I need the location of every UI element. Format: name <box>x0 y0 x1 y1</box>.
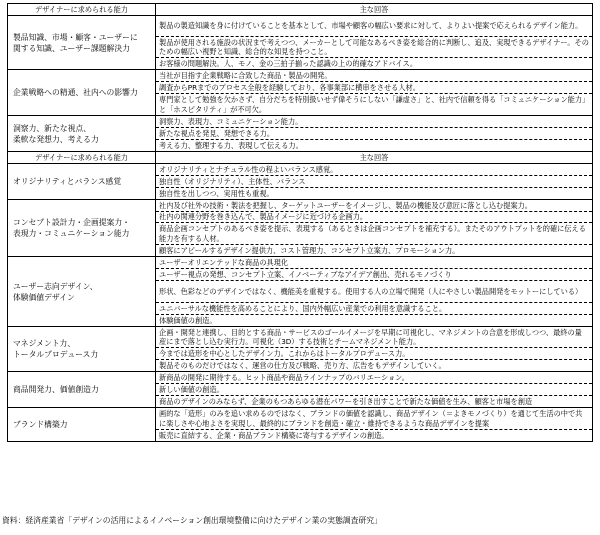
ability-category: 洞察力、新たな視点、 柔軟な発想力、考える力 <box>8 116 156 152</box>
table-row <box>8 16 593 37</box>
header-answers: 主な回答 <box>156 4 593 16</box>
ability-category: 商品開発力、価値創造力 <box>8 372 156 408</box>
ability-category: ユーザー志向デザイン、 体験価値デザイン <box>8 257 156 327</box>
ability-category: オリジナリティとバランス感覚 <box>8 164 156 200</box>
answer-item: 製品が使用される施設の状況まで考えつつ、メーカーとして可能なあるべき姿を総合的に判断し、追及、実現できるデザイナー。そのための幅広い視野と知識、総合的な知見を持つこと。 <box>156 37 593 58</box>
table-row <box>8 116 593 128</box>
answer-item: 新しい価値の創造。 <box>156 384 593 396</box>
answer-item: 専門家として勉強を欠かさず、自分だちを特別扱いせず偉そうにしない「謙虚さ」と、社内で信頼を得る「コミュニケーション能力」と「ホスピタリティ」が不可欠。 <box>156 94 593 116</box>
answer-item: ユーザーオリエンテッドな商品の具現化 <box>156 257 593 269</box>
answer-item: オリジナリティとナチュラル性の程よいバランス感覚。 <box>156 164 593 176</box>
answer-item: 社内の関連分野を巻き込んで、製品イメージに近づける企画力。 <box>156 212 593 223</box>
ability-category: 製品知識、市場・顧客・ユーザーに 関する知識、ユーザー課題解決力 <box>8 16 156 70</box>
answer-item: 企画・開発と連携し、目的とする商品・サービスのゴールイメージを早期に可視化し、マネジメントの合意を形成しつつ、最終の量産にまで落とし込む実行力。可視化（3D）する技術とチームマネジメント能力。 <box>156 327 593 348</box>
source-note: 資料：経済産業省「デザインの活用によるイノベーション創出環境整備に向けたデザイン業の実態調査研究」 <box>2 516 382 525</box>
designer-ability-table <box>7 3 593 442</box>
answer-item: 顧客にアピールするデザイン提供力、コスト管理力、コンセプト立案力、プロモーション力。 <box>156 245 593 257</box>
answer-item: 独自性（オリジナリティ）、主体性、バランス <box>156 176 593 188</box>
table-row <box>8 200 593 212</box>
answer-item: 調査からPRまでのプロセス全般を経験しており、各事業部に横串をさせる人材。 <box>156 82 593 94</box>
answer-item: 当社が目指す企業戦略に合致した商品・製品の開発。 <box>156 70 593 82</box>
table-row <box>8 327 593 348</box>
table-row <box>8 408 593 430</box>
answer-item: 新商品の開発に期待する。ヒット商品や商品ラインナップのバリエーション。 <box>156 372 593 384</box>
header-ability: デザイナーに求められる能力 <box>8 152 156 164</box>
header-ability: デザイナーに求められる能力 <box>8 4 156 16</box>
table-row <box>8 372 593 384</box>
answer-item: 新たな視点を発見、発想できる力。 <box>156 128 593 140</box>
answer-item: 形状、色彩などのデザインではなく、機能美を重視する。使用する人の立場で開発（人にやさしい製品開発をモットーにしている） <box>156 281 593 303</box>
table-header-row <box>8 4 593 16</box>
answer-item: 体験価値の創造。 <box>156 315 593 327</box>
answer-item: 画的な「造形」のみを追い求めるのではなく、ブランドの価値を認識し、商品デザイン（＝よきモノづくり）を通じて生活の中で共に楽しさや心地よさを実現し、最終的にブランドを創造・確立・維持できるような商品デザインを提案 <box>156 408 593 430</box>
answer-item: 考える力、整理する力、表現して伝える力。 <box>156 140 593 152</box>
answer-item: 洞察力、表現力、コミュニケーション能力。 <box>156 116 593 128</box>
answer-item: 製品そのものだけではなく、運営の仕方及び戦略、売り方、広告をもデザインしていく。 <box>156 360 593 372</box>
answer-item: ユーザー視点の発想、コンセプト立案、イノベーティブなアイデア創出、売れるモノづくり <box>156 269 593 281</box>
ability-category: ブランド構築力 <box>8 408 156 442</box>
ability-category: マネジメント力、 トータルプロデュース力 <box>8 327 156 372</box>
answer-item: 販売に直結する、企業・商品ブランド構築に寄与するデザインの創造。 <box>156 430 593 442</box>
ability-category: 企業戦略への精通、社内への影響力 <box>8 70 156 116</box>
ability-category: コンセプト設計力・企画提案力・ 表現力・コミュニケーション能力 <box>8 200 156 257</box>
answer-item: 製品の製造知識を身に付けていることを基本として、市場や顧客の幅広い要求に対して、よりよい提案で応えられるデザイン能力。 <box>156 16 593 37</box>
table-row <box>8 164 593 176</box>
answer-item: 独自性を出しつつ、実用性も重視。 <box>156 188 593 200</box>
header-answers: 主な回答 <box>156 152 593 164</box>
answer-item: 今までは造形を中心としたデザイン力。これからはトータルプロデュース力。 <box>156 348 593 360</box>
answer-item: 社内及び社外の技術・製法を把握し、ターゲットユーザーをイメージし、製品の機能及び意匠に落とし込む提案力。 <box>156 200 593 212</box>
table-row <box>8 257 593 269</box>
survey-table-container <box>7 3 593 442</box>
answer-item: お客様の問題解決。人、モノ、金の三拍子揃った認識の上の的確なアドバイス。 <box>156 58 593 70</box>
answer-item: 商品のデザインのみならず、企業のもつあらゆる潜在パワーを引き出すことで新たな価値を生み、顧客と市場を創造 <box>156 396 593 408</box>
answer-item: 商品企画コンセプトのあるべき姿を提示、表現する（あるときは企画コンセプトを補充する）。またそのアウトプットを的確に伝える能力を有する人材。 <box>156 223 593 245</box>
table-header-row <box>8 152 593 164</box>
table-row <box>8 70 593 82</box>
answer-item: ユニバーサルな機能性を高めることにより、国内外幅広い産業での利用を意識すること。 <box>156 303 593 315</box>
